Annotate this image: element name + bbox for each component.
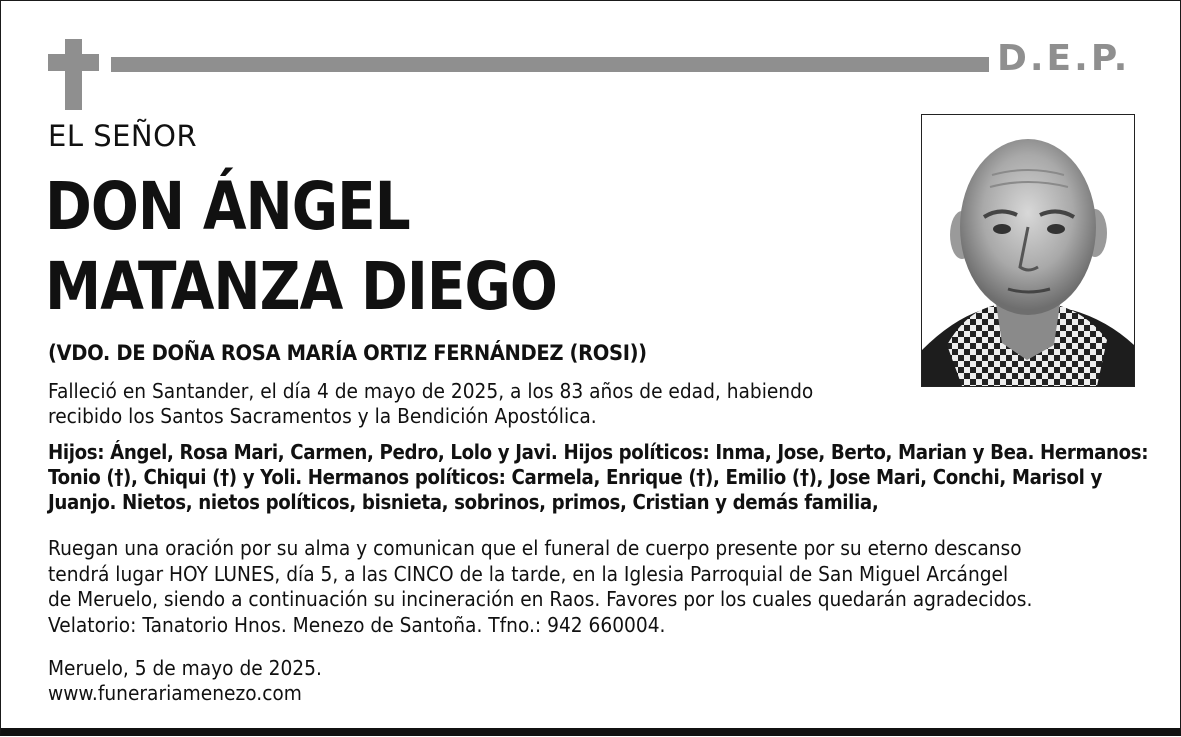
header-rule — [111, 57, 989, 72]
funeral-line: Ruegan una oración por su alma y comunican que el funeral de cuerpo presente por su eterno descanso — [48, 536, 1022, 560]
funeral-line: tendrá lugar HOY LUNES, día 5, a las CINCO de la tarde, en la Iglesia Parroquial de San Miguel Arcángel — [48, 561, 1009, 586]
funeral-line: de Meruelo, siendo a continuación su incineración en Raos. Favores por los cuales quedarán agradecidos. — [48, 587, 1033, 611]
deceased-name — [45, 167, 557, 327]
family-list — [48, 440, 1149, 515]
place-date: Meruelo, 5 de mayo de 2025. — [48, 656, 322, 680]
footer — [48, 656, 699, 706]
title-label: EL SEÑOR — [48, 119, 198, 153]
cross-icon-horizontal — [48, 54, 99, 71]
death-notice-line: recibido los Santos Sacramentos y la Bendición Apostólica. — [48, 404, 597, 428]
family-line: Juanjo. Nietos, nietos políticos, bisnieta, sobrinos, primos, Cristian y demás familia, — [48, 490, 879, 514]
funeral-line: Velatorio: Tanatorio Hnos. Menezo de Santoña. Tfno.: 942 660004. — [48, 612, 666, 637]
name-line-2: MATANZA DIEGO — [45, 248, 557, 325]
website-link[interactable]: www.funerariamenezo.com — [48, 681, 302, 705]
widower-of: (VDO. DE DOÑA ROSA MARÍA ORTIZ FERNÁNDEZ (ROSI)) — [48, 341, 647, 365]
portrait-image — [922, 115, 1134, 386]
family-line: Hijos: Ángel, Rosa Mari, Carmen, Pedro, Lolo y Javi. Hijos políticos: Inma, Jose, Berto, Marian y Bea. Hermanos: — [48, 440, 1149, 464]
death-notice — [48, 379, 848, 429]
cross-icon-vertical — [65, 39, 82, 110]
death-notice-line: Falleció en Santander, el día 4 de mayo de 2025, a los 83 años de edad, habiendo — [48, 379, 814, 403]
funeral-details — [48, 536, 1127, 638]
family-line: Tonio (†), Chiqui (†) y Yoli. Hermanos políticos: Carmela, Enrique (†), Emilio (†), Jose Mari, Conchi, Marisol y — [48, 465, 1102, 489]
dep-label: D.E.P. — [997, 38, 1131, 79]
name-line-1: DON ÁNGEL — [45, 168, 410, 245]
portrait-photo — [921, 114, 1135, 387]
